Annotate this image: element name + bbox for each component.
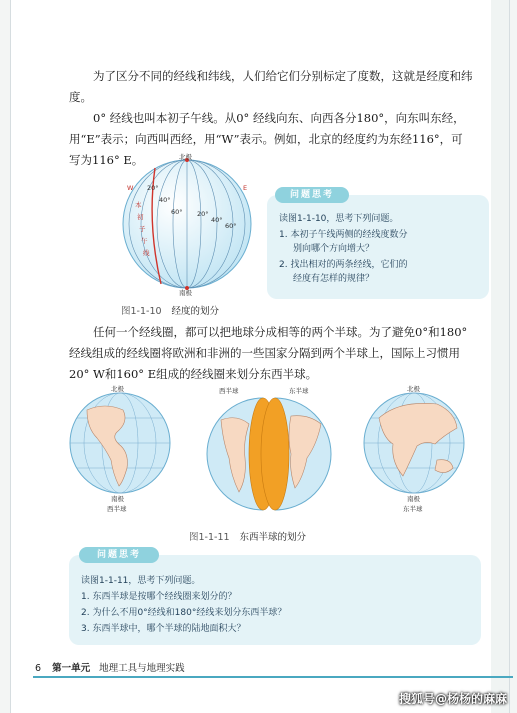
watermark: 搜狐号@杨杨的麻麻 (398, 692, 507, 706)
hemisphere-paragraph: 任何一个经线圈，都可以把地球分成相等的两个半球。为了避免0°和180°经线组成的经线圈将欧洲和非洲的一些国家分隔到两个半球上，国际上习惯用20° W和160° E组成的经线圈来划分东西半球。 (69, 325, 468, 381)
question-box-2 (69, 550, 481, 645)
right-north-label: 北极 (407, 385, 420, 393)
mid-west-label: 西半球 (219, 387, 239, 395)
longitude-globe (117, 153, 257, 297)
figure-11-title: 东西半球的划分 (239, 532, 307, 543)
intro-paragraph: 为了区分不同的经线和纬线，人们给它们分别标定了度数，这就是经度和纬度。 (69, 69, 473, 104)
q1-line-0: 读图1-1-10，思考下列问题。 (279, 214, 399, 224)
right-south-label: 南极 (407, 495, 420, 503)
prime-label-3: 子 (139, 225, 146, 233)
mid-east-label: 东半球 (289, 387, 309, 395)
north-pole-label: 北极 (179, 153, 192, 161)
prime-meridian-paragraph: 0° 经线也叫本初子午线。从0° 经线向东、向西各分180°，向东叫东经，用“E”表示；向西叫西经，用“W”表示。例如，北京的经度约为东经116°，可写为116° E。 (69, 111, 465, 167)
left-north-label: 北极 (111, 385, 124, 393)
prime-label-2: 初 (137, 213, 144, 221)
q2-line-2: 2. 为什么不用0°经线和180°经线来划分东西半球？ (81, 608, 287, 618)
right-hemi-label: 东半球 (403, 505, 423, 513)
page-number: 6 (35, 663, 42, 674)
unit-label: 第一单元 (52, 663, 91, 674)
figure-10-title: 经度的划分 (171, 306, 220, 317)
prime-label-4: 午 (141, 237, 148, 245)
western-hemisphere-globe (65, 385, 175, 513)
split-hemisphere-globe (193, 387, 345, 514)
figure-10-caption (121, 303, 219, 317)
left-hemi-label: 西半球 (107, 505, 127, 513)
left-south-label: 南极 (111, 495, 124, 503)
question-box-2-tab: 问题思考 (79, 547, 159, 563)
q2-line-0: 读图1-1-11，思考下列问题。 (81, 576, 201, 586)
page-margin-band (491, 0, 509, 713)
lon-e-40: 40° (211, 216, 223, 224)
lon-w-40: 40° (159, 196, 171, 204)
question-box-1 (267, 190, 489, 299)
q1-line-4: 经度有怎样的规律？ (293, 274, 375, 284)
lon-w-20: 20° (147, 184, 159, 192)
lon-w-60: 60° (171, 208, 183, 216)
eastern-hemisphere-globe (359, 385, 469, 513)
q1-line-2: 别向哪个方向增大？ (293, 244, 375, 254)
unit-title: 地理工具与地理实践 (99, 663, 185, 674)
western-hemisphere-drawing (65, 388, 175, 498)
page-footer (35, 660, 185, 674)
footer-rule (33, 676, 513, 678)
q2-line-1: 1. 东西半球是按哪个经线圈来划分的？ (81, 592, 237, 602)
lon-west-edge: W (127, 184, 134, 192)
eastern-hemisphere-drawing (359, 388, 469, 498)
textbook-page (10, 0, 510, 713)
question-box-1-tab: 问题思考 (275, 187, 349, 203)
q1-line-3: 2. 找出相对的两条经线，它们的 (279, 260, 408, 270)
q2-line-3: 3. 东西半球中，哪个半球的陆地面积大？ (81, 624, 246, 634)
lon-e-60: 60° (225, 222, 237, 230)
south-pole-label: 南极 (179, 289, 192, 297)
figure-10-number: 图1-1-10 (121, 306, 162, 317)
lon-east-edge: E (243, 184, 248, 192)
figure-11-number: 图1-1-11 (189, 532, 230, 543)
figure-11-caption (189, 529, 306, 543)
prime-label-5: 线 (143, 249, 150, 257)
lon-e-20: 20° (197, 210, 209, 218)
split-hemisphere-drawing (193, 396, 345, 514)
q1-line-1: 1. 本初子午线两侧的经线度数分 (279, 230, 408, 240)
prime-label-1: 本 (135, 201, 142, 209)
